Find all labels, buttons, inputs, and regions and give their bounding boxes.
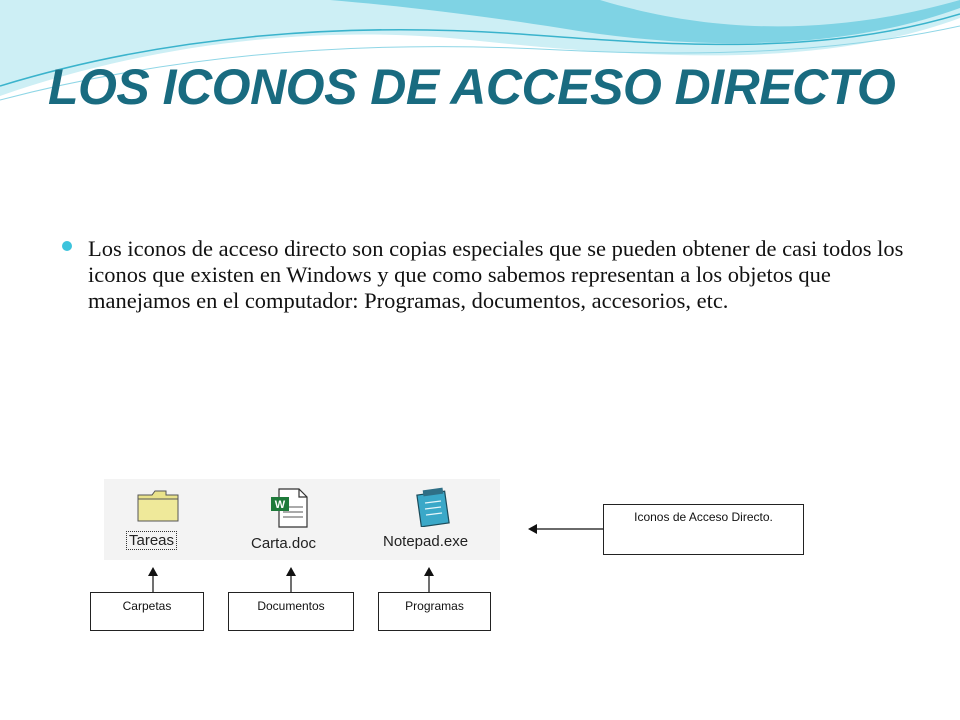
icon-label-notepad: Notepad.exe xyxy=(383,533,469,550)
callout-shortcut-icons: Iconos de Acceso Directo. xyxy=(603,504,804,555)
icon-label-tareas: Tareas xyxy=(126,531,177,550)
svg-text:W: W xyxy=(274,499,286,511)
slide-body-text: Los iconos de acceso directo son copias especiales que se pueden obtener de casi todos los iconos que existen en Windows y que como sabemos representan a los objetos que manejamos en el computador: Programas, documentos, accesorios, etc. xyxy=(88,236,904,313)
callout-documentos: Documentos xyxy=(228,592,354,631)
icon-label-carta: Carta.doc xyxy=(251,535,317,552)
arrow-head-strip xyxy=(528,524,537,534)
arrow-head-documentos xyxy=(286,567,296,576)
slide-title: LOS ICONOS DE ACCESO DIRECTO xyxy=(48,59,896,115)
arrow-head-carpetas xyxy=(148,567,158,576)
arrow-head-programas xyxy=(424,567,434,576)
callout-programas: Programas xyxy=(378,592,491,631)
callout-carpetas: Carpetas xyxy=(90,592,204,631)
